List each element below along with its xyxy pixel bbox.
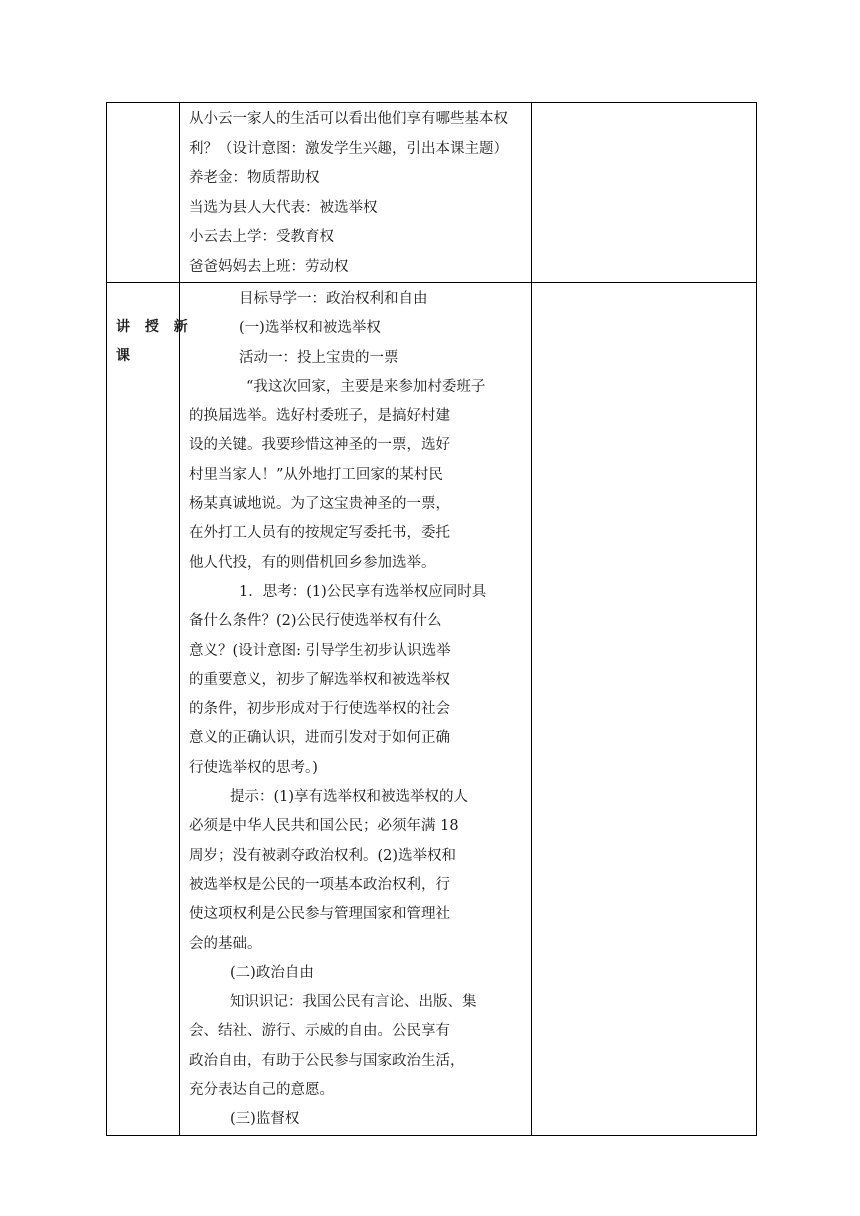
lesson-plan-table bbox=[106, 102, 757, 1136]
think-line: 行使选举权的思考。) bbox=[189, 759, 318, 776]
row1-label-cell bbox=[107, 103, 180, 283]
hint-line: 被选举权是公民的一项基本政治权利，行 bbox=[189, 876, 450, 893]
section-label-line: 课 bbox=[116, 348, 135, 364]
knowledge-line: 政治自由，有助于公民参与国家政治生活， bbox=[189, 1052, 465, 1069]
quote-line: “我这次回家，主要是来参加村委班子 bbox=[246, 378, 486, 395]
row2-notes-cell bbox=[532, 283, 757, 1136]
row1-content-cell bbox=[180, 103, 532, 283]
text-line: 利？（设计意图：激发学生兴趣，引出本课主题） bbox=[189, 140, 508, 157]
think-line: 备什么条件？(2)公民行使选举权有什么 bbox=[189, 613, 442, 630]
section-label bbox=[107, 283, 193, 371]
row2-label-cell bbox=[107, 283, 193, 1136]
think-line: 的重要意义，初步了解选举权和被选举权 bbox=[189, 671, 450, 688]
subheading-political-freedom: (二)政治自由 bbox=[230, 964, 314, 981]
row2-content-cell bbox=[180, 283, 532, 1136]
goal-heading: 目标导学一：政治权利和自由 bbox=[239, 291, 428, 307]
hint-line: 使这项权利是公民参与管理国家和管理社 bbox=[189, 906, 450, 923]
knowledge-line: 知识识记：我国公民有言论、出版、集 bbox=[230, 994, 477, 1011]
quote-line: 他人代投，有的则借机回乡参加选举。 bbox=[189, 554, 436, 571]
table-row bbox=[107, 103, 757, 283]
hint-line: 必须是中华人民共和国公民；必须年满 18 bbox=[189, 818, 459, 835]
quote-line: 设的关键。我要珍惜这神圣的一票，选好 bbox=[189, 437, 450, 454]
text-line: 养老金：物质帮助权 bbox=[189, 170, 320, 186]
think-line: 意义的正确认识，进而引发对于如何正确 bbox=[189, 730, 450, 747]
text-line: 从小云一家人的生活可以看出他们享有哪些基本权 bbox=[189, 111, 508, 127]
text-line: 小云去上学：受教育权 bbox=[189, 229, 334, 245]
section-label-line: 讲 授 新 bbox=[116, 319, 193, 335]
think-line: 意义？(设计意图: 引导学生初步认识选举 bbox=[189, 642, 451, 659]
table-row bbox=[107, 283, 757, 1136]
think-line: 1．思考：(1)公民享有选举权应同时具 bbox=[239, 583, 487, 600]
knowledge-line: 会、结社、游行、示威的自由。公民享有 bbox=[189, 1023, 450, 1040]
quote-line: 村里当家人！”从外地打工回家的某村民 bbox=[189, 466, 443, 483]
text-line: 爸爸妈妈去上班：劳动权 bbox=[189, 258, 349, 275]
text-line: 当选为县人大代表：被选举权 bbox=[189, 199, 378, 216]
quote-line: 杨某真诚地说。为了这宝贵神圣的一票， bbox=[189, 496, 450, 513]
quote-line: 在外打工人员有的按规定写委托书，委托 bbox=[189, 525, 450, 542]
quote-line: 的换届选举。选好村委班子，是搞好村建 bbox=[189, 408, 450, 425]
hint-line: 周岁；没有被剥夺政治权利。(2)选举权和 bbox=[189, 847, 457, 864]
row1-notes-cell bbox=[532, 103, 757, 283]
subheading-supervision-right: (三)监督权 bbox=[230, 1111, 300, 1128]
activity-title: 活动一：投上宝贵的一票 bbox=[239, 349, 399, 366]
knowledge-line: 充分表达自己的意愿。 bbox=[189, 1082, 334, 1099]
subheading-election-rights: (一)选举权和被选举权 bbox=[239, 320, 381, 337]
hint-line: 会的基础。 bbox=[189, 935, 262, 952]
think-line: 的条件，初步形成对于行使选举权的社会 bbox=[189, 701, 450, 718]
hint-line: 提示：(1)享有选举权和被选举权的人 bbox=[230, 789, 469, 806]
